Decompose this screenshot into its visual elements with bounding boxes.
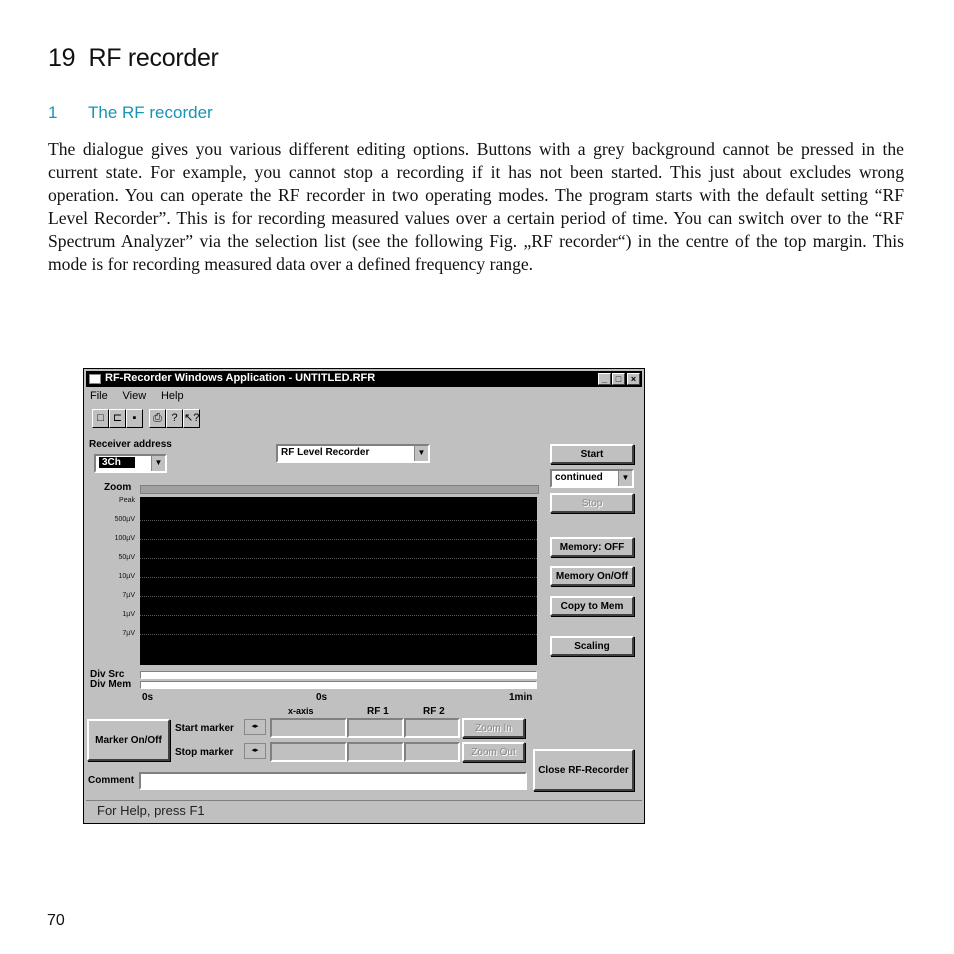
body-paragraph: The dialogue gives you various different editing options. Buttons with a grey background cannot be pressed in the current state. For example, you cannot stop a recording if it has not been started. This just about excludes wrong operation. You can operate the RF recorder in two operating modes. The program starts with the default setting “RF Level Recorder”. This is for recording measured values over a certain period of time. You can switch over to the “RF Spectrum Analyzer” via the selection list (see the following Fig. „RF recorder“) in the centre of the top margin. This mode is for recording measured data over a defined frequency range. xyxy=(48,139,904,274)
mode-select[interactable] xyxy=(276,444,430,463)
marker-onoff-button[interactable]: Marker On/Off xyxy=(87,719,170,761)
zoom-label: Zoom xyxy=(104,482,132,493)
maximize-icon[interactable]: □ xyxy=(612,373,625,385)
chevron-down-icon: ▼ xyxy=(414,446,428,461)
stop-marker-stepper[interactable]: ◂▸ xyxy=(244,743,266,759)
mode-select-value: RF Level Recorder xyxy=(281,447,370,458)
scaling-button[interactable]: Scaling xyxy=(550,636,634,656)
section-heading xyxy=(48,103,213,123)
menu-help[interactable]: Help xyxy=(160,390,184,402)
stop-marker-label: Stop marker xyxy=(175,747,234,758)
context-help-icon[interactable]: ↖? xyxy=(183,409,200,428)
new-icon[interactable]: □ xyxy=(92,409,109,428)
chapter-title: RF recorder xyxy=(88,44,219,72)
title-bar xyxy=(86,371,642,387)
open-icon[interactable]: ⊏ xyxy=(109,409,126,428)
print-icon[interactable]: ⎙ xyxy=(149,409,166,428)
y-tick-label: 7µV xyxy=(122,592,135,599)
grid-line xyxy=(140,558,537,559)
about-icon[interactable]: ? xyxy=(166,409,183,428)
stop-marker-rf2-field xyxy=(404,742,460,762)
div-mem-bar xyxy=(140,681,537,689)
x-axis-start: 0s xyxy=(142,692,154,703)
grid-line xyxy=(140,615,537,616)
receiver-address-label: Receiver address xyxy=(89,439,172,450)
comment-label: Comment xyxy=(88,775,135,786)
memory-onoff-button[interactable]: Memory On/Off xyxy=(550,566,634,586)
close-icon[interactable]: × xyxy=(627,373,640,385)
stop-marker-rf1-field xyxy=(347,742,404,762)
section-number: 1 xyxy=(48,103,58,122)
zoom-out-button[interactable]: Zoom Out xyxy=(462,742,525,762)
col-header-rf2: RF 2 xyxy=(423,706,445,717)
y-tick-label: 1µV xyxy=(122,611,135,618)
y-tick-label: 100µV xyxy=(114,535,135,542)
grid-line xyxy=(140,577,537,578)
chevron-down-icon: ▼ xyxy=(618,471,632,486)
signal-plot xyxy=(140,497,537,665)
start-marker-rf1-field xyxy=(347,718,404,738)
page-number: 70 xyxy=(47,912,65,929)
chevron-down-icon: ▼ xyxy=(151,456,165,471)
start-marker-rf2-field xyxy=(404,718,460,738)
y-tick-label: 7µV xyxy=(122,630,135,637)
start-marker-stepper[interactable]: ◂▸ xyxy=(244,719,266,735)
col-header-xaxis: x-axis xyxy=(288,706,314,716)
zoom-in-button[interactable]: Zoom In xyxy=(462,718,525,738)
window-title: RF-Recorder Windows Application - UNTITLED.RFR xyxy=(105,372,376,384)
menu-view[interactable]: View xyxy=(122,390,147,402)
memory-off-button[interactable]: Memory: OFF xyxy=(550,537,634,557)
stop-button[interactable]: Stop xyxy=(550,493,634,513)
comment-input[interactable] xyxy=(139,772,527,790)
record-mode-select[interactable] xyxy=(550,469,634,488)
grid-line xyxy=(140,520,537,521)
div-mem-label: Div Mem xyxy=(90,679,132,690)
minimize-icon[interactable]: _ xyxy=(598,373,611,385)
x-axis-mid: 0s xyxy=(316,692,328,703)
section-title: The RF recorder xyxy=(88,103,213,122)
stop-marker-xaxis-field xyxy=(270,742,347,762)
y-tick-label: 500µV xyxy=(114,516,135,523)
receiver-address-value: 3Ch xyxy=(99,457,135,468)
app-icon xyxy=(89,374,101,384)
start-button[interactable]: Start xyxy=(550,444,634,464)
div-src-label: Div Src xyxy=(90,669,125,680)
rf-recorder-window xyxy=(83,368,645,824)
start-marker-xaxis-field xyxy=(270,718,347,738)
start-marker-label: Start marker xyxy=(175,723,234,734)
status-bar xyxy=(86,800,642,821)
zoom-scrollbar[interactable] xyxy=(140,485,539,494)
grid-line xyxy=(140,634,537,635)
y-tick-label: Peak xyxy=(119,497,135,504)
chapter-number: 19 xyxy=(48,44,76,72)
menu-bar xyxy=(90,390,196,404)
receiver-address-select[interactable] xyxy=(94,454,167,473)
col-header-rf1: RF 1 xyxy=(367,706,389,717)
x-axis-end: 1min xyxy=(509,692,533,703)
menu-file[interactable]: File xyxy=(90,390,108,402)
div-src-bar xyxy=(140,671,537,679)
close-recorder-button[interactable]: Close RF-Recorder xyxy=(533,749,634,791)
y-tick-label: 50µV xyxy=(118,554,135,561)
chapter-heading xyxy=(48,44,219,73)
save-icon[interactable]: ▪ xyxy=(126,409,143,428)
copy-to-mem-button[interactable]: Copy to Mem xyxy=(550,596,634,616)
grid-line xyxy=(140,539,537,540)
y-tick-label: 10µV xyxy=(118,573,135,580)
grid-line xyxy=(140,596,537,597)
record-mode-value: continued xyxy=(555,472,603,483)
status-text: For Help, press F1 xyxy=(97,803,205,818)
